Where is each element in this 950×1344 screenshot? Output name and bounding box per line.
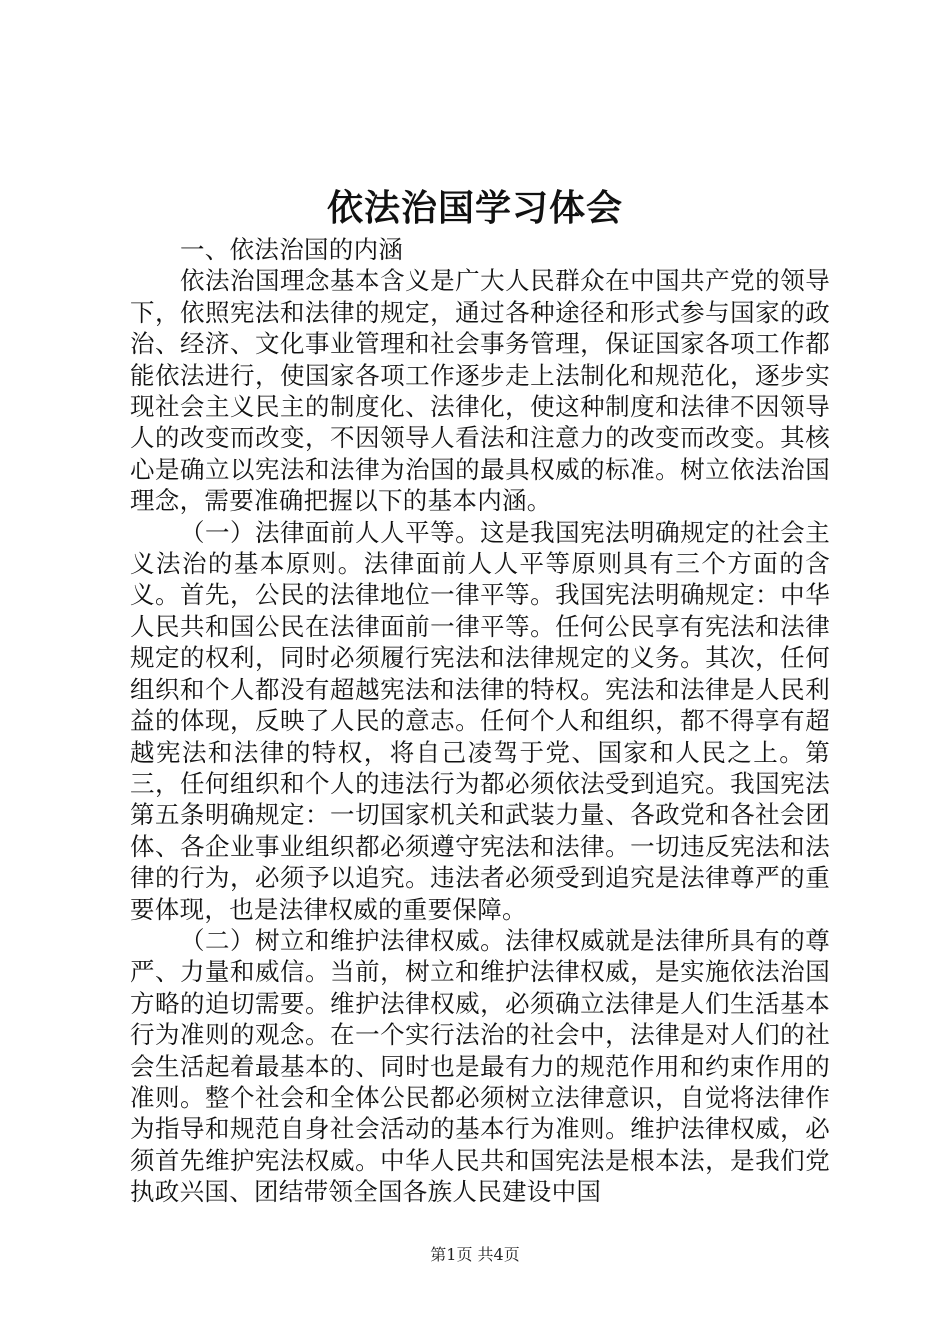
document-body	[130, 234, 830, 1208]
paragraph-3: （二）树立和维护法律权威。法律权威就是法律所具有的尊严、力量和威信。当前，树立和维护法律权威，是实施依法治国方略的迫切需要。维护法律权威，必须确立法律是人们生活基本行为准则的观念。在一个实行法治的社会中，法律是对人们的社会生活起着最基本的、同时也是最有力的规范作用和约束作用的准则。整个社会和全体公民都必须树立法律意识，自觉将法律作为指导和规范自身社会活动的基本行为准则。维护法律权威，必须首先维护宪法权威。中华人民共和国宪法是根本法，是我们党执政兴国、团结带领全国各族人民建设中国	[130, 925, 830, 1207]
paragraph-1: 依法治国理念基本含义是广大人民群众在中国共产党的领导下，依照宪法和法律的规定，通过各种途径和形式参与国家的政治、经济、文化事业管理和社会事务管理，保证国家各项工作都能依法进行，使国家各项工作逐步走上法制化和规范化，逐步实现社会主义民主的制度化、法律化，使这种制度和法律不因领导人的改变而改变，不因领导人看法和注意力的改变而改变。其核心是确立以宪法和法律为治国的最具权威的标准。树立依法治国理念，需要准确把握以下的基本内涵。	[130, 266, 830, 516]
document-title: 依法治国学习体会	[326, 187, 623, 229]
page-footer: 第1页 共4页	[430, 1245, 520, 1264]
paragraph-2: （一）法律面前人人平等。这是我国宪法明确规定的社会主义法治的基本原则。法律面前人人平等原则具有三个方面的含义。首先，公民的法律地位一律平等。我国宪法明确规定：中华人民共和国公民在法律面前一律平等。任何公民享有宪法和法律规定的权利，同时必须履行宪法和法律规定的义务。其次，任何组织和个人都没有超越宪法和法律的特权。宪法和法律是人民利益的体现，反映了人民的意志。任何个人和组织，都不得享有超越宪法和法律的特权，将自己凌驾于党、国家和人民之上。第三，任何组织和个人的违法行为都必须依法受到追究。我国宪法第五条明确规定：一切国家机关和武装力量、各政党和各社会团体、各企业事业组织都必须遵守宪法和法律。一切违反宪法和法律的行为，必须予以追究。违法者必须受到追究是法律尊严的重要体现，也是法律权威的重要保障。	[130, 517, 830, 924]
section-heading: 一、依法治国的内涵	[180, 235, 404, 264]
